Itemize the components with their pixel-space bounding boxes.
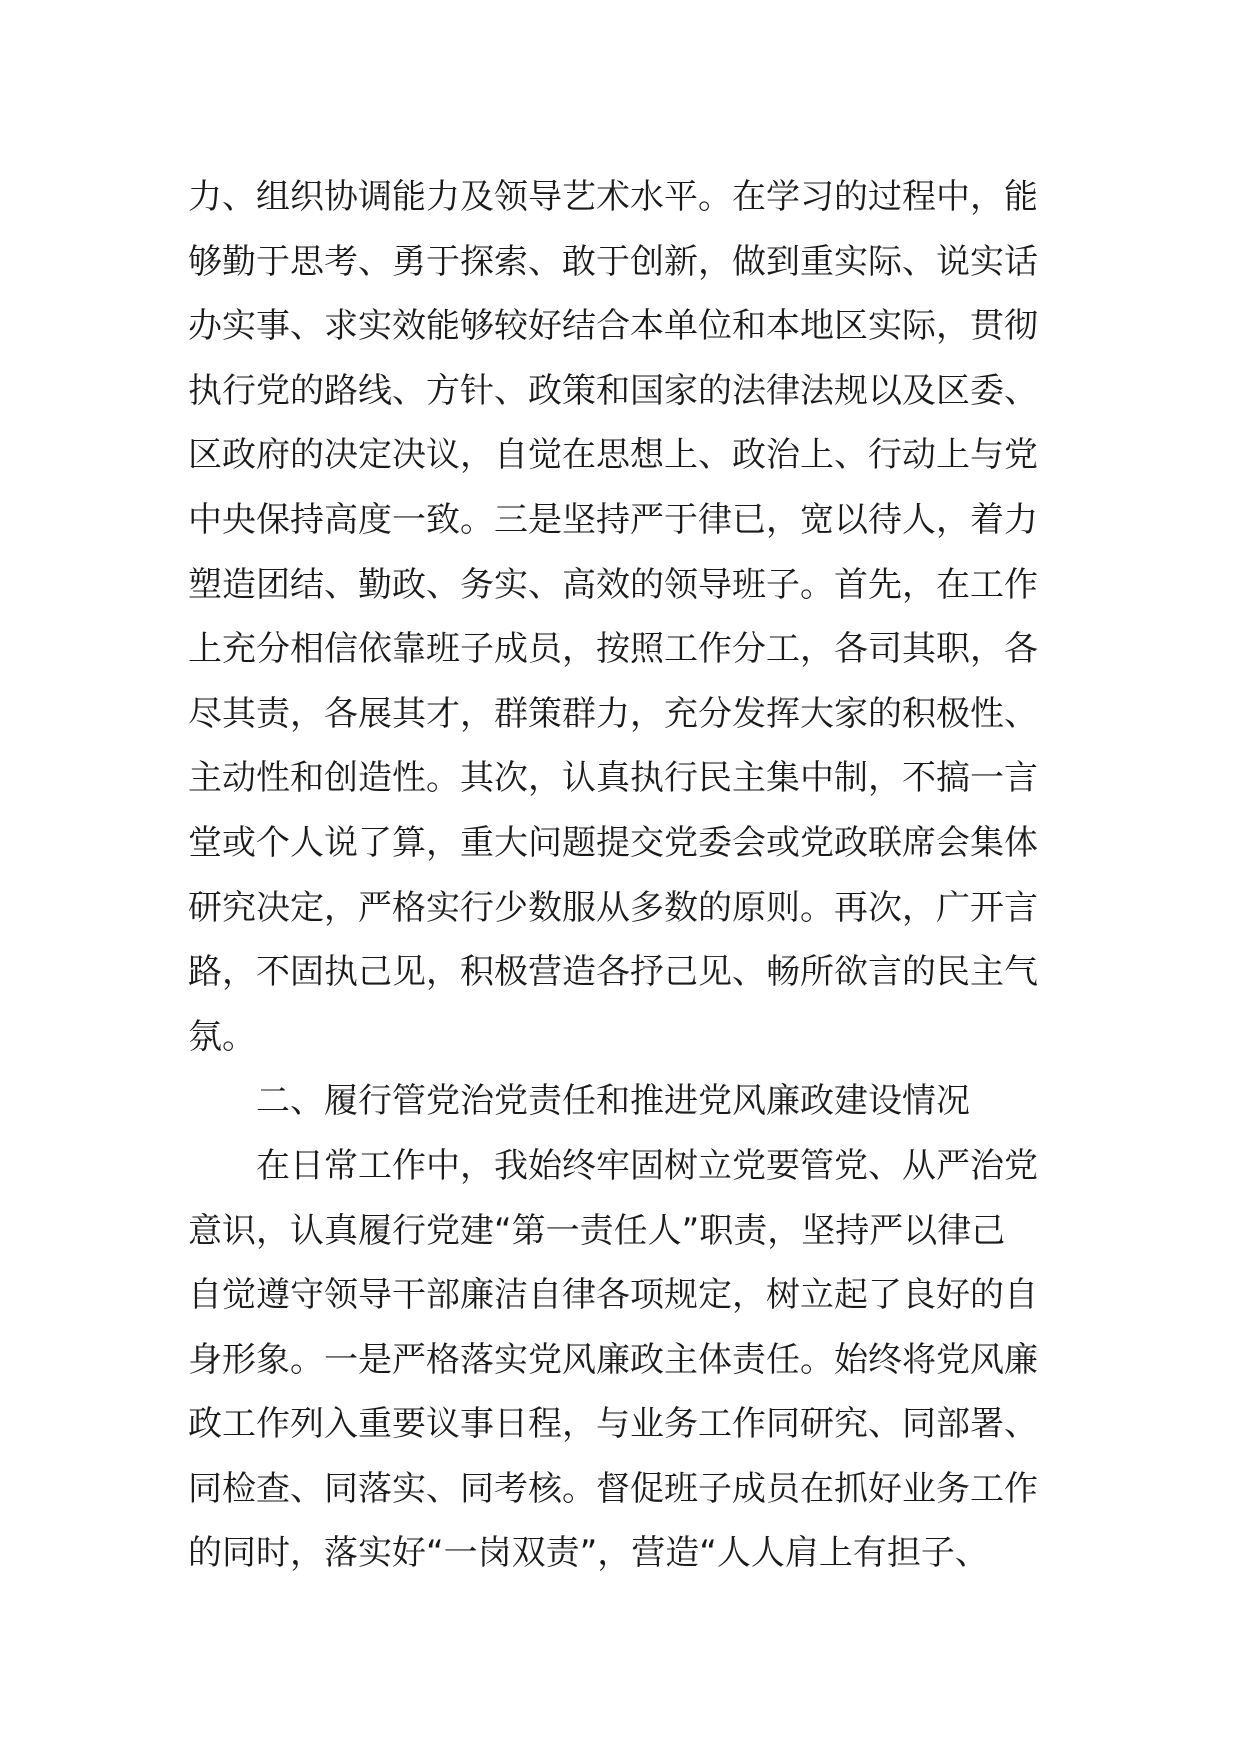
paragraph-2-line-1: 在日常工作中，我始终牢固树立党要管党、从严治党: [256, 1145, 1038, 1186]
paragraph-2-line-4: 身形象。一是严格落实党风廉政主体责任。始终将党风廉: [188, 1339, 1038, 1380]
section-heading: 二、履行管党治党责任和推进党风廉政建设情况: [256, 1081, 970, 1122]
paragraph-1-line-8: 上充分相信依靠班子成员，按照工作分工，各司其职，各: [188, 629, 1038, 670]
paragraph-1-line-6: 中央保持高度一致。三是坚持严于律已，宽以待人，着力: [188, 499, 1038, 540]
paragraph-1-line-4: 执行党的路线、方针、政策和国家的法律法规以及区委、: [188, 370, 1038, 411]
paragraph-1-line-2: 够勤于思考、勇于探索、敢于创新，做到重实际、说实话: [188, 241, 1038, 282]
paragraph-2-line-3: 自觉遵守领导干部廉洁自律各项规定，树立起了良好的自: [188, 1275, 1038, 1316]
paragraph-2-line-2: 意识，认真履行党建“第一责任人”职责，坚持严以律己: [188, 1210, 1006, 1251]
paragraph-1-line-11: 堂或个人说了算，重大问题提交党委会或党政联席会集体: [188, 822, 1038, 863]
paragraph-2-line-5: 政工作列入重要议事日程，与业务工作同研究、同部署、: [188, 1404, 1038, 1445]
paragraph-2-line-7: 的同时，落实好“一岗双责”，营造“人人肩上有担子、: [188, 1533, 989, 1574]
paragraph-1-line-1: 力、组织协调能力及领导艺术水平。在学习的过程中，能: [188, 177, 1038, 217]
paragraph-1-line-10: 主动性和创造性。其次，认真执行民主集中制，不搞一言: [188, 758, 1038, 799]
paragraph-1-line-14: 氛。: [188, 1016, 256, 1057]
paragraph-1-line-3: 办实事、求实效能够较好结合本单位和本地区实际，贯彻: [188, 306, 1038, 347]
paragraph-1-line-7: 塑造团结、勤政、务实、高效的领导班子。首先，在工作: [188, 564, 1038, 605]
paragraph-2-line-6: 同检查、同落实、同考核。督促班子成员在抓好业务工作: [188, 1468, 1038, 1509]
paragraph-1-line-12: 研究决定，严格实行少数服从多数的原则。再次，广开言: [188, 887, 1038, 928]
paragraph-1-line-13: 路，不固执己见，积极营造各抒己见、畅所欲言的民主气: [188, 952, 1038, 993]
paragraph-1-line-5: 区政府的决定决议，自觉在思想上、政治上、行动上与党: [188, 435, 1038, 476]
document-body: [188, 165, 1058, 1586]
paragraph-1-line-9: 尽其责，各展其才，群策群力，充分发挥大家的积极性、: [188, 693, 1038, 734]
